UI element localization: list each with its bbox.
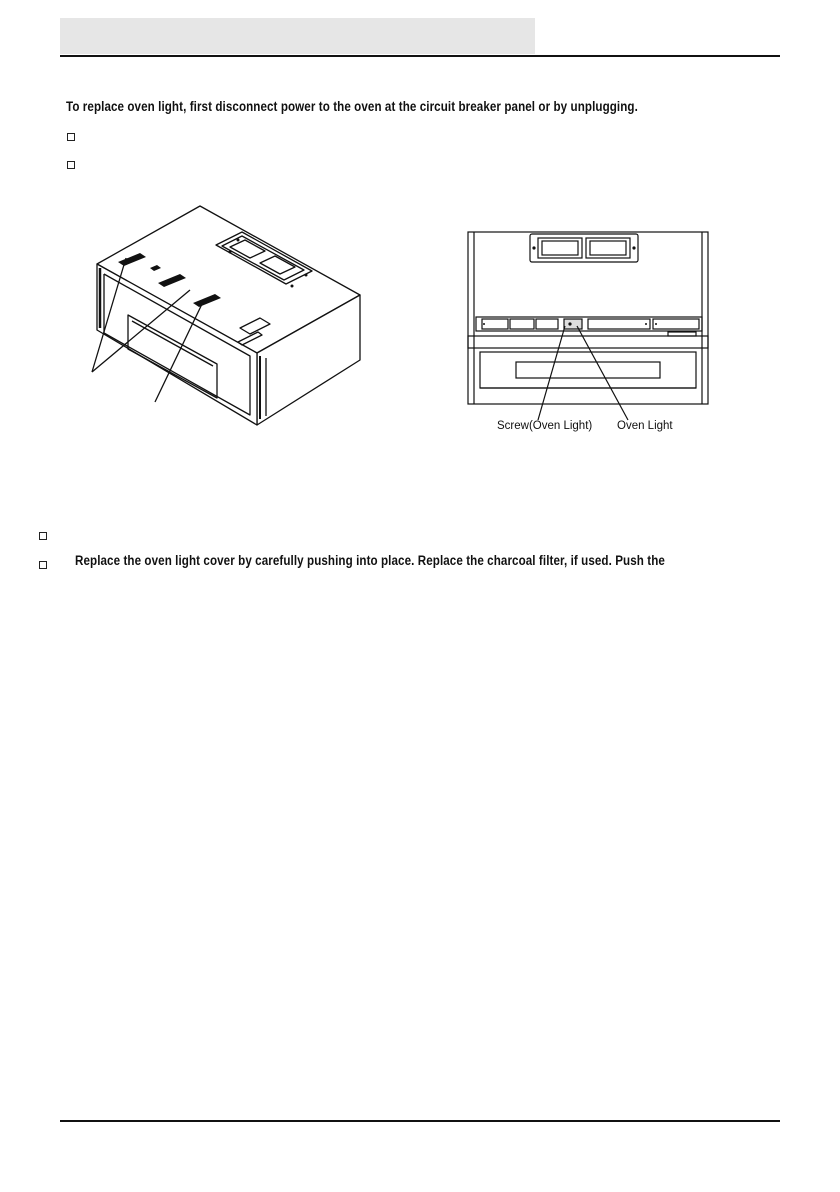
oven-front-view-figure [460,222,720,437]
oven-isometric-figure [80,200,380,430]
bullet-checkbox-4 [39,561,47,569]
footer-rule [60,1120,780,1122]
header-rule [60,55,780,57]
caption-screw-oven-light: Screw(Oven Light) [497,420,593,432]
step-replace-cover-text: Replace the oven light cover by carefully pushing into place. Replace the charcoal filter, if used. Push the [75,553,665,568]
header-bar [60,18,535,54]
bullet-checkbox-2 [67,161,75,169]
bullet-checkbox-3 [39,532,47,540]
intro-text: To replace oven light, first disconnect power to the oven at the circuit breaker panel or by unplugging. [66,99,638,114]
caption-oven-light: Oven Light [617,420,673,432]
bullet-checkbox-1 [67,133,75,141]
